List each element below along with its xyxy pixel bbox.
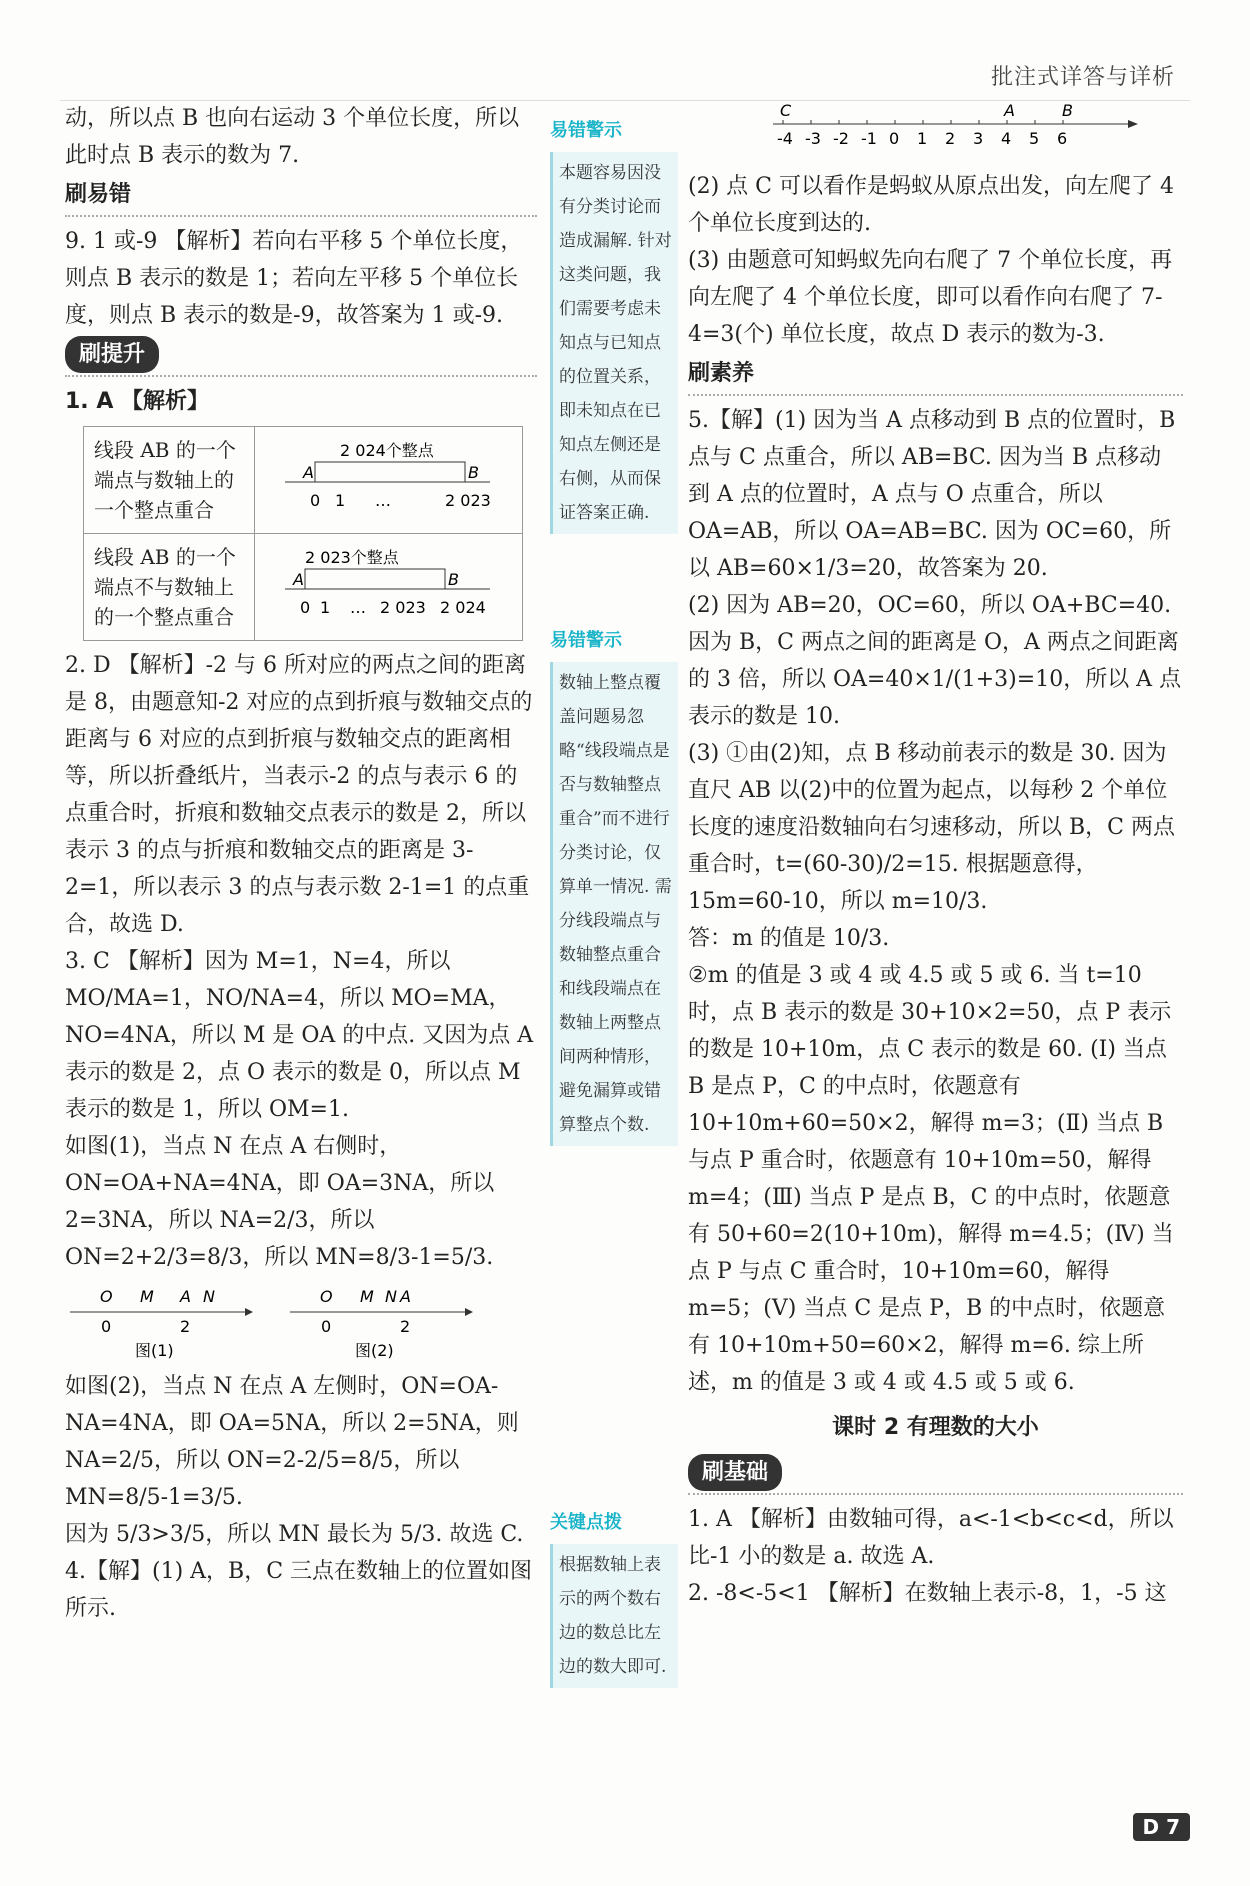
tick: … [350, 598, 366, 617]
question-3: 3. C 【解析】因为 M=1，N=4，所以 MO/MA=1，NO/NA=4，所以 MO=MA，NO=4NA，所以 M 是 OA 的中点. 又因为点 A 表示的数是 2，点 O 表示的数是 0，所以点 M 表示的数是 1，所以 OM=1. [65, 949, 534, 1122]
tick-label: -4 [777, 129, 793, 148]
question-2: 2. D 【解析】-2 与 6 所对应的两点之间的距离是 8，由题意知-2 对应的点到折痕与数轴交点的距离与 6 对应的点到折痕与数轴交点的距离相等，所以折叠纸片，当表示-2 的点与表示 6 的点重合时，折痕和数轴交点表示的数是 2，所以表示 3 的点与折痕和数轴交点的距离是 3-2=1，所以表示 3 的点与表示数 2-1=1 的点重合，故选 D. [65, 653, 533, 937]
figure-label: 2 023个整点 [305, 548, 399, 567]
tip-box: 根据数轴上表示的两个数右边的数总比左边的数大即可. [550, 1544, 678, 1688]
section-badge: 刷基础 [688, 1454, 782, 1491]
label-m: M [360, 1287, 374, 1306]
tick: 0 [310, 491, 321, 510]
tick: 2 023 [380, 598, 426, 617]
label-m: M [140, 1287, 154, 1306]
segment-box [315, 462, 465, 482]
section-yicuo: 刷易错 [65, 176, 537, 217]
question-3-case-1: 如图(1)，当点 N 在点 A 右侧时，ON=OA+NA=4NA，即 OA=3NA，所以 2=3NA，所以 NA=2/3，所以 ON=2+2/3=8/3，所以 MN=8/3-1=5/3. [65, 1134, 495, 1270]
tip-title: 易错警示 [550, 120, 622, 141]
segment-figure-1 [265, 436, 495, 516]
section-suyang: 刷素养 [688, 355, 1183, 396]
tick-label: 0 [889, 129, 900, 148]
axis-arrow [465, 1308, 473, 1316]
tick-label: 4 [1001, 129, 1012, 148]
answer-table [83, 426, 523, 641]
tick: 2 024 [440, 598, 486, 617]
tick-label: 2 [945, 129, 956, 148]
question-5-part-3: (3) ①由(2)知，点 B 移动前表示的数是 30. 因为直尺 AB 以(2)中的位置为起点，以每秒 2 个单位长度的速度沿数轴向右匀速移动，所以 B，C 两点重合时，t=(60-30)/2=15. 根据题意得，15m=60-10，所以 m=10/3. [688, 741, 1175, 914]
segment-box [305, 569, 445, 589]
tip-title: 关键点拨 [550, 1512, 622, 1533]
question-9: 9. 1 或-9 【解析】若向右平移 5 个单位长度，则点 B 表示的数是 1；若向左平移 5 个单位长度，则点 B 表示的数是-9，故答案为 1 或-9. [65, 229, 523, 328]
tick: 1 [335, 491, 346, 510]
label-n: N [385, 1287, 397, 1306]
label-c: C [780, 101, 792, 120]
section-tisheng [65, 336, 537, 377]
axis-arrow [1128, 120, 1138, 128]
tick: … [375, 491, 391, 510]
page-number: D 7 [1133, 1813, 1190, 1841]
segment-figure-2 [265, 543, 495, 623]
label-b: B [1062, 101, 1073, 120]
label-o: O [320, 1287, 333, 1306]
paragraph: (2) 点 C 可以看作是蚂蚁从原点出发，向左爬了 4 个单位长度到达的. [688, 174, 1174, 236]
number-line-figure-1 [65, 1282, 255, 1362]
tick-label: 3 [973, 129, 984, 148]
tick-0: 0 [101, 1317, 112, 1336]
label-a: A [180, 1287, 191, 1306]
lesson-title: 课时 2 有理数的大小 [832, 1415, 1039, 1440]
tip-title: 易错警示 [550, 630, 622, 651]
question-5-part-2: (2) 因为 AB=20，OC=60，所以 OA+BC=40. 因为 B，C 两点之间的距离是 O，A 两点之间距离的 3 倍，所以 OA=40×1/(1+3)=10，所以 A 点表示的数是 10. [688, 593, 1182, 729]
question-3-case-2: 如图(2)，当点 N 在点 A 左侧时，ON=OA-NA=4NA，即 OA=5NA，所以 2=5NA，则 NA=2/5，所以 ON=2-2/5=8/5，所以 MN=8/5-1=3/5. [65, 1374, 519, 1510]
question-1: 1. A 【解析】 [65, 389, 210, 414]
tick-label: 6 [1057, 129, 1068, 148]
left-column [65, 100, 537, 1627]
table-figure [255, 534, 523, 641]
tick: 1 [320, 598, 331, 617]
tip-box: 数轴上整点覆盖问题易忽略“线段端点是否与数轴整点重合”而不进行分类讨论，仅算单一情况. 需分线段端点与数轴整点重合和线段端点在数轴上两整点间两种情形，避免漏算或错算整点个数. [550, 662, 678, 1146]
question-4: 4.【解】(1) A，B，C 三点在数轴上的位置如图所示. [65, 1559, 533, 1621]
tick-2: 2 [180, 1317, 191, 1336]
header-title: 批注式详答与详析 [990, 65, 1175, 90]
figure-caption: 图(1) [135, 1341, 174, 1360]
section-badge: 刷提升 [65, 336, 159, 373]
question-5-part-1: 5.【解】(1) 因为当 A 点移动到 B 点的位置时，B 点与 C 点重合，所以 AB=BC. 因为当 B 点移动到 A 点的位置时，A 点与 O 点重合，所以 OA=AB，所以 OA=AB=BC. 因为 OC=60，所以 AB=60×1/3=20，故答案为 20. [688, 408, 1176, 581]
label-a: A [400, 1287, 411, 1306]
paragraph: (3) 由题意可知蚂蚁先向右爬了 7 个单位长度，再向左爬了 4 个单位长度，即可以看作向右爬了 7-4=3(个) 单位长度，故点 D 表示的数为-3. [688, 248, 1173, 347]
question-2: 2. -8<-5<1 【解析】在数轴上表示-8，1，-5 这 [688, 1581, 1167, 1606]
tick: 2 023 [445, 491, 491, 510]
tick-2: 2 [400, 1317, 411, 1336]
number-line-figure-2 [285, 1282, 475, 1362]
tick-0: 0 [321, 1317, 332, 1336]
number-line-abc [768, 100, 1148, 156]
figure-label: 2 024个整点 [340, 441, 434, 460]
margin-notes [550, 108, 678, 1688]
figures-row [65, 1282, 537, 1362]
tip-box: 本题容易因没有分类讨论而造成漏解. 针对这类问题，我们需要考虑未知点与已知点的位置关系，即未知点在已知点左侧还是右侧，从而保证答案正确. [550, 152, 678, 534]
label-o: O [100, 1287, 113, 1306]
point-a: A [293, 570, 304, 589]
question-3-conclusion: 因为 5/3>3/5，所以 MN 最长为 5/3. 故选 C. [65, 1522, 524, 1547]
tick-label: -3 [805, 129, 821, 148]
point-a: A [303, 463, 314, 482]
point-b: B [468, 463, 479, 482]
question-5-part-3b: ②m 的值是 3 或 4 或 4.5 或 5 或 6. 当 t=10 时，点 B 表示的数是 30+10×2=50，点 P 表示的数是 10+10m，点 C 表示的数是 60. (Ⅰ) 当点 B 是点 P，C 的中点时，依题意有 10+10m+60=50×2，解得 m=3；(Ⅱ) 当点 B 与点 P 重合时，依题意有 10+10m=50，解得 m=4；(Ⅲ) 当点 P 是点 B，C 的中点时，依题意有 50+60=2(10+10m)，解得 m=4.5；(Ⅳ) 当点 P 与点 C 重合时，10+10m=60，解得 m=5；(Ⅴ) 当点 C 是点 P，B 的中点时，依题意有 10+10m+50=60×2，解得 m=6. 综上所述，m 的值是 3 或 4 或 4.5 或 5 或 6. [688, 963, 1174, 1395]
table-cell: 线段 AB 的一个端点与数轴上的一个整点重合 [84, 427, 255, 534]
tick-label: -1 [861, 129, 877, 148]
tick-label: 5 [1029, 129, 1040, 148]
table-figure [255, 427, 523, 534]
tick-label: 1 [917, 129, 928, 148]
paragraph: 动，所以点 B 也向右运动 3 个单位长度，所以此时点 B 表示的数为 7. [65, 106, 520, 168]
figure-caption: 图(2) [355, 1341, 394, 1360]
tick-label: -2 [833, 129, 849, 148]
section-jichu [688, 1454, 1183, 1495]
point-b: B [448, 570, 459, 589]
question-5-answer: 答：m 的值是 10/3. [688, 926, 890, 951]
table-cell: 线段 AB 的一个端点不与数轴上的一个整点重合 [84, 534, 255, 641]
tick: 0 [300, 598, 311, 617]
question-1: 1. A 【解析】由数轴可得，a<-1<b<c<d，所以比-1 小的数是 a. 故选 A. [688, 1507, 1174, 1569]
label-a: A [1004, 101, 1015, 120]
label-n: N [203, 1287, 215, 1306]
axis-arrow [245, 1308, 253, 1316]
right-column [688, 100, 1183, 1612]
